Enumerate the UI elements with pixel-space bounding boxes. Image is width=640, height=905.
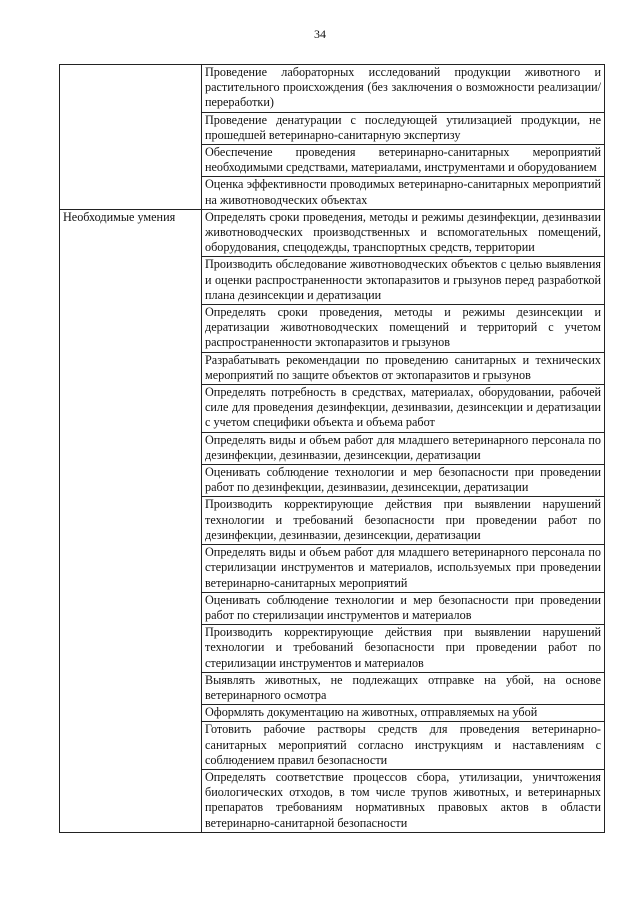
requirements-table	[59, 64, 605, 833]
table-cell-text: Оценивать соблюдение технологии и мер безопасности при проведении работ по стерилизации инструментов и материалов	[202, 592, 605, 624]
row-group-label: Необходимые умения	[60, 209, 202, 832]
page-number: 34	[314, 27, 326, 41]
table-cell-text: Производить обследование животноводческих объектов с целью выявления и оценки распространенности эктопаразитов и грызунов перед разработкой плана дезинсекции и дератизации	[202, 257, 605, 305]
table-row	[60, 65, 605, 113]
table-cell-text: Оценка эффективности проводимых ветеринарно-санитарных мероприятий на животноводческих объектах	[202, 177, 605, 209]
table-cell-text: Производить корректирующие действия при выявлении нарушений технологии и требований безопасности при проведении работ по дезинфекции, дезинвазии, дезинсекции, дератизации	[202, 497, 605, 545]
table-cell-text: Оценивать соблюдение технологии и мер безопасности при проведении работ по дезинфекции, дезинвазии, дезинсекции, дератизации	[202, 465, 605, 497]
table-row	[60, 209, 605, 257]
table-cell-text: Обеспечение проведения ветеринарно-санитарных мероприятий необходимыми средствами, материалами, инструментами и оборудованием	[202, 145, 605, 177]
table-cell-text: Оформлять документацию на животных, отправляемых на убой	[202, 705, 605, 722]
table-cell-text: Готовить рабочие растворы средств для проведения ветеринарно-санитарных мероприятий согласно инструкциям и наставлениям с соблюдением правил безопасности	[202, 722, 605, 770]
table-cell-text: Определять потребность в средствах, материалах, оборудовании, рабочей силе для проведения дезинфекции, дезинвазии, дезинсекции и дератизации с учетом специфики объекта и объема работ	[202, 385, 605, 433]
table-cell-text: Производить корректирующие действия при выявлении нарушений технологии и требований безопасности при проведении работ по стерилизации инструментов и материалов	[202, 625, 605, 673]
table-cell-text: Определять сроки проведения, методы и режимы дезинсекции и дератизации животноводческих помещений и территорий с учетом распространенности эктопаразитов и грызунов	[202, 305, 605, 353]
table-cell-text: Определять виды и объем работ для младшего ветеринарного персонала по стерилизации инструментов и материалов, используемых при проведении ветеринарно-санитарных мероприятий	[202, 545, 605, 593]
table-cell-text: Проведение денатурации с последующей утилизацией продукции, не прошедшей ветеринарно-санитарную экспертизу	[202, 112, 605, 144]
table-cell-text: Определять соответствие процессов сбора, утилизации, уничтожения биологических отходов, в том числе трупов животных, и ветеринарных препаратов требованиям нормативных правовых актов в области ветеринарно-санитарной безопасности	[202, 769, 605, 832]
table-cell-text: Выявлять животных, не подлежащих отправке на убой, на основе ветеринарного осмотра	[202, 672, 605, 704]
table-cell-text: Разрабатывать рекомендации по проведению санитарных и технических мероприятий по защите объектов от эктопаразитов и грызунов	[202, 352, 605, 384]
table-cell-text: Определять виды и объем работ для младшего ветеринарного персонала по дезинфекции, дезинвазии, дезинсекции, дератизации	[202, 432, 605, 464]
table-cell-text: Определять сроки проведения, методы и режимы дезинфекции, дезинвазии животноводческих производственных и вспомогательных помещений, оборудования, спецодежды, транспортных средств, территории	[202, 209, 605, 257]
row-group-label	[60, 65, 202, 210]
table-cell-text: Проведение лабораторных исследований продукции животного и растительного происхождения (без заключения о возможности реализации/переработки)	[202, 65, 605, 113]
table-body	[60, 65, 605, 833]
